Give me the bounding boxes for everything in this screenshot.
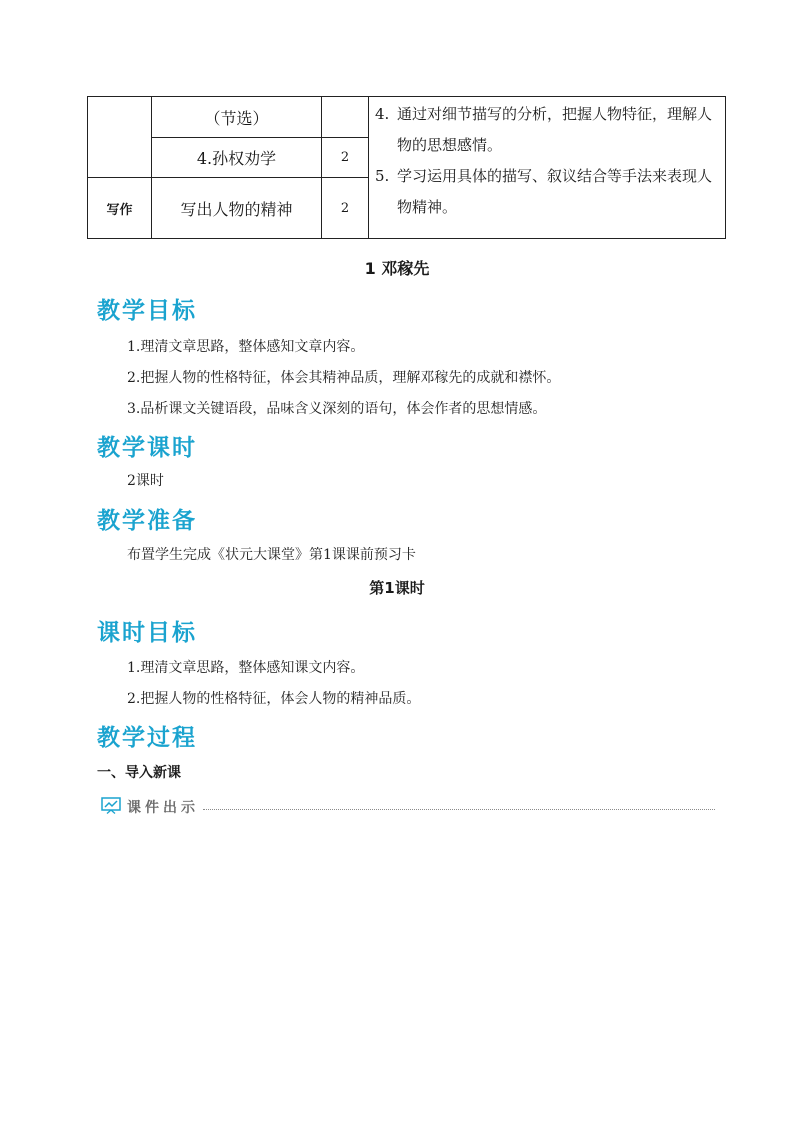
slide-label: 课件出示 (127, 800, 199, 816)
goal-item (369, 161, 725, 223)
objective-item: 1.理清文章思路，整体感知文章内容。 (127, 339, 365, 355)
goal-text: 学习运用具体的描写、叙议结合等手法来表现人物精神。 (397, 167, 713, 216)
curriculum-table (87, 96, 726, 239)
lesson-goal-item: 2.把握人物的性格特征，体会人物的精神品质。 (127, 691, 421, 707)
goal-number: 4. (375, 105, 390, 123)
presentation-icon (101, 797, 121, 818)
table-cell-goals (369, 97, 726, 239)
goal-number: 5. (375, 167, 390, 185)
goal-text: 通过对细节描写的分析，把握人物特征，理解人物的思想感情。 (397, 105, 713, 154)
table-cell-title: （节选） (152, 97, 322, 138)
process-heading: 教学过程 (97, 725, 197, 751)
table-cell-title: 写出人物的精神 (152, 178, 322, 239)
table-cell-hours: 2 (322, 138, 369, 178)
table-cell-hours (322, 97, 369, 138)
lesson-goals-heading: 课时目标 (97, 620, 197, 646)
goal-item (369, 99, 725, 161)
objective-item: 3.品析课文关键语段，品味含义深刻的语句，体会作者的思想情感。 (127, 401, 547, 417)
chapter-title: 1 邓稼先 (364, 259, 430, 278)
dotted-divider (203, 809, 715, 810)
step-heading: 一、导入新课 (97, 765, 181, 781)
table-cell-category (88, 97, 152, 178)
objectives-heading: 教学目标 (97, 298, 197, 324)
class-hours-text: 2课时 (127, 473, 164, 489)
class-hours-heading: 教学课时 (97, 435, 197, 461)
preparation-heading: 教学准备 (97, 508, 197, 534)
table-cell-hours: 2 (322, 178, 369, 239)
slide-divider (101, 796, 715, 818)
table-cell-title: 4.孙权劝学 (152, 138, 322, 178)
objective-item: 2.把握人物的性格特征，体会其精神品质，理解邓稼先的成就和襟怀。 (127, 370, 561, 386)
lesson-goal-item: 1.理清文章思路，整体感知课文内容。 (127, 660, 365, 676)
table-cell-category: 写作 (88, 178, 152, 239)
lesson-title: 第1课时 (369, 579, 425, 597)
preparation-text: 布置学生完成《状元大课堂》第1课课前预习卡 (127, 547, 416, 563)
